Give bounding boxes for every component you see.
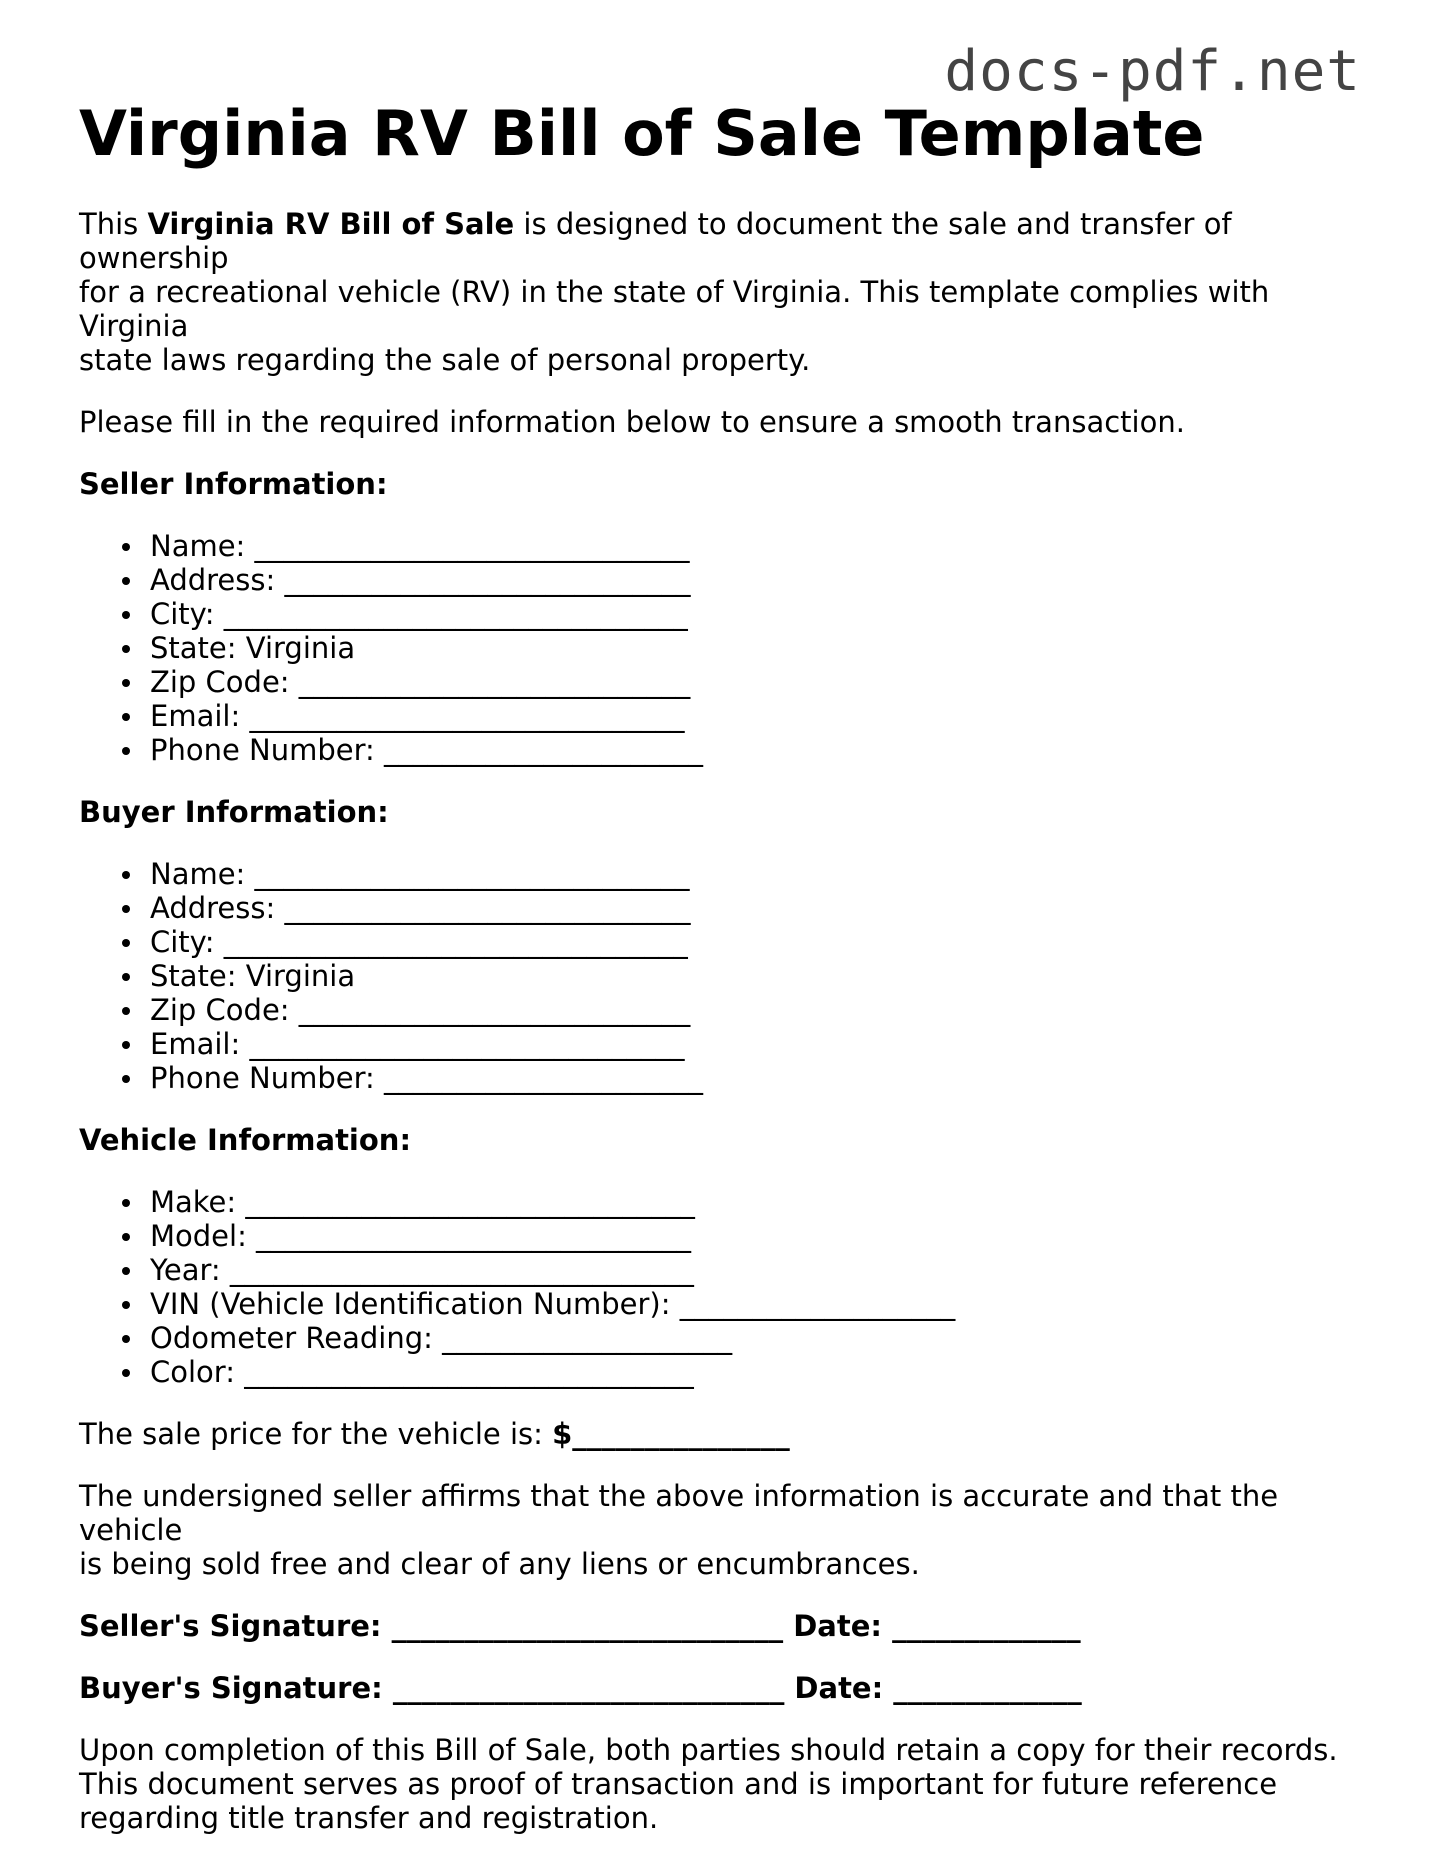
intro-line3: state laws regarding the sale of personal property. [79,343,811,377]
buyer-heading: Buyer Information: [79,795,389,829]
vehicle-vin-field[interactable]: VIN (Vehicle Identification Number): ___________________ [150,1287,1379,1321]
instruction-paragraph: Please fill in the required information below to ensure a smooth transaction. [79,405,1185,439]
seller-heading: Seller Information: [79,467,388,501]
document-body [79,207,1379,1863]
intro-prefix: This [79,207,148,241]
seller-field-list [79,529,1379,767]
buyer-zip-field[interactable]: Zip Code: ___________________________ [150,993,1379,1027]
seller-signature-line[interactable]: Seller's Signature: ___________________________ Date: _____________ [79,1609,1081,1643]
buyer-email-field[interactable]: Email: ______________________________ [150,1027,1379,1061]
seller-city-field[interactable]: City: ________________________________ [150,597,1379,631]
seller-address-field[interactable]: Address: ____________________________ [150,563,1379,597]
buyer-address-field[interactable]: Address: ____________________________ [150,891,1379,925]
buyer-city-field[interactable]: City: ________________________________ [150,925,1379,959]
vehicle-heading: Vehicle Information: [79,1123,412,1157]
buyer-name-field[interactable]: Name: ______________________________ [150,857,1379,891]
buyer-field-list [79,857,1379,1095]
sale-price-label: The sale price for the vehicle is: [79,1417,553,1451]
vehicle-field-list [79,1185,1379,1389]
vehicle-model-field[interactable]: Model: ______________________________ [150,1219,1379,1253]
seller-state-field: State: Virginia [150,631,1379,665]
buyer-signature-line[interactable]: Buyer's Signature: ___________________________ Date: _____________ [79,1671,1082,1705]
seller-name-field[interactable]: Name: ______________________________ [150,529,1379,563]
buyer-state-field: State: Virginia [150,959,1379,993]
affirmation-paragraph [79,1479,1379,1581]
page-title: Virginia RV Bill of Sale Template [79,97,1205,170]
sale-price-line [79,1417,1379,1451]
vehicle-year-field[interactable]: Year: ________________________________ [150,1253,1379,1287]
closing-line3: regarding title transfer and registration. [79,1801,659,1835]
closing-line2: This document serves as proof of transaction and is important for future reference [79,1767,1278,1801]
vehicle-odometer-field[interactable]: Odometer Reading: ____________________ [150,1321,1379,1355]
closing-paragraph [79,1733,1379,1835]
affirmation-line1: The undersigned seller affirms that the above information is accurate and that the vehicle [79,1479,1279,1547]
buyer-phone-field[interactable]: Phone Number: ______________________ [150,1061,1379,1095]
seller-phone-field[interactable]: Phone Number: ______________________ [150,733,1379,767]
seller-email-field[interactable]: Email: ______________________________ [150,699,1379,733]
sale-price-field[interactable]: $_______________ [552,1417,790,1451]
vehicle-color-field[interactable]: Color: _______________________________ [150,1355,1379,1389]
intro-line2: for a recreational vehicle (RV) in the state of Virginia. This template complies with Virginia [79,275,1270,343]
vehicle-make-field[interactable]: Make: _______________________________ [150,1185,1379,1219]
intro-bold: Virginia RV Bill of Sale [147,207,515,241]
seller-zip-field[interactable]: Zip Code: ___________________________ [150,665,1379,699]
intro-rest: is designed to document the sale and transfer of ownership [79,207,1232,275]
closing-line1: Upon completion of this Bill of Sale, both parties should retain a copy for their records. [79,1733,1338,1767]
intro-paragraph [79,207,1379,377]
affirmation-line2: is being sold free and clear of any liens or encumbrances. [79,1547,920,1581]
watermark: docs-pdf.net [944,39,1361,104]
